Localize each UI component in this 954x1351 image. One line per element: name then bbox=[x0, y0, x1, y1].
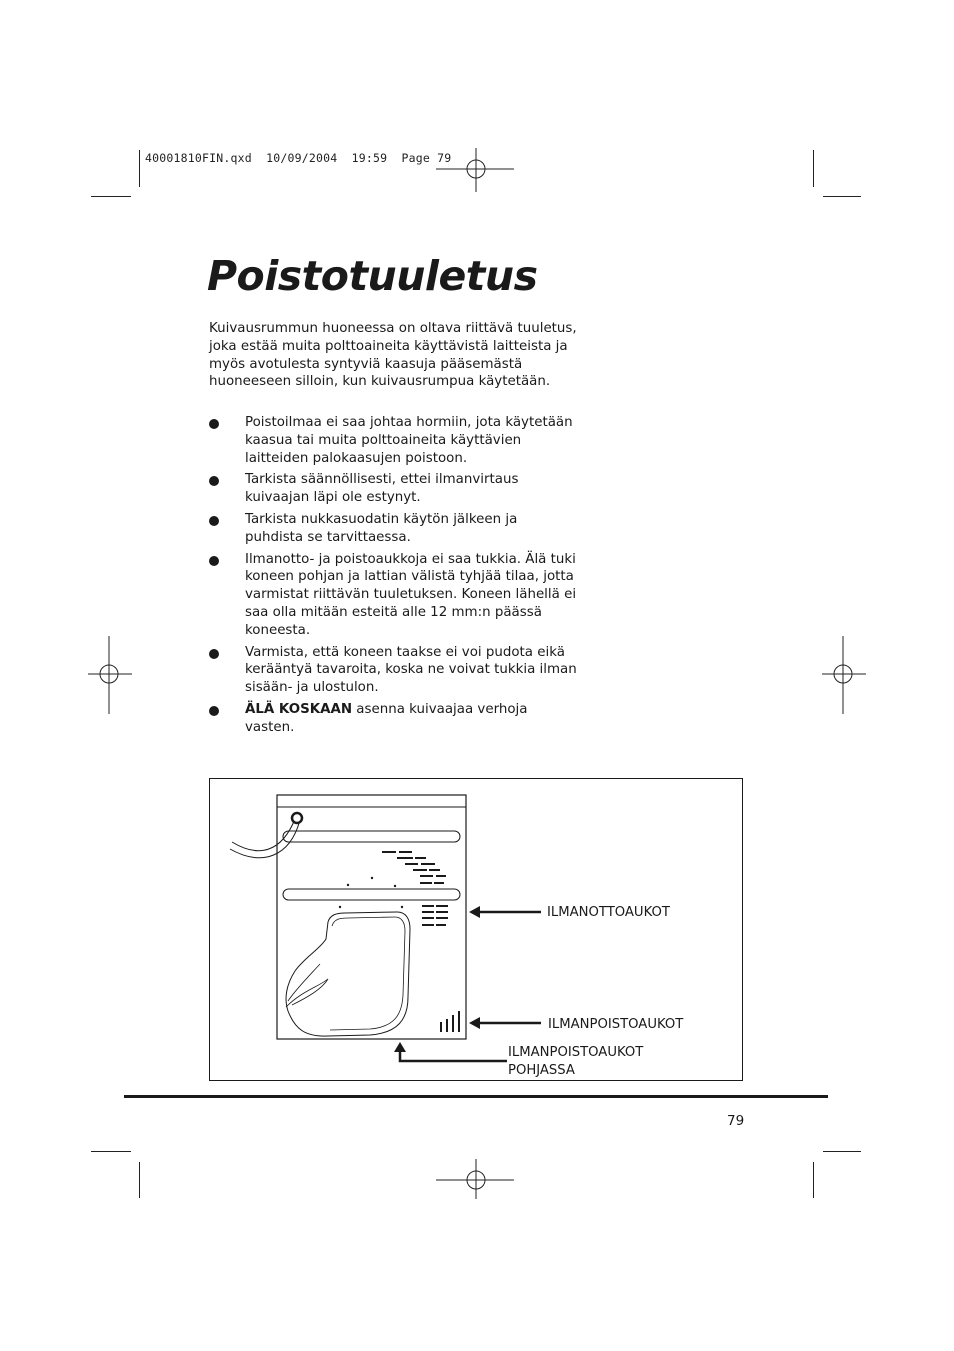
list-item-text: Varmista, että koneen taakse ei voi pudota eikä kerääntyä tavaroita, koska ne voivat tukkia ilman sisään- ja ulostulon. bbox=[245, 644, 577, 696]
crop-mark bbox=[91, 196, 131, 197]
bullet-icon bbox=[209, 516, 219, 526]
bullet-icon bbox=[209, 476, 219, 486]
list-item bbox=[209, 471, 579, 507]
page-number: 79 bbox=[727, 1113, 745, 1129]
crop-mark bbox=[91, 1151, 131, 1152]
bullet-icon bbox=[209, 419, 219, 429]
dryer-ventilation-figure bbox=[209, 778, 743, 1081]
intro-paragraph: Kuivausrummun huoneessa on oltava riittävä tuuletus, joka estää muita polttoaineita käyttävistä laitteista ja myös avotulesta syntyviä kaasuja pääsemästä huoneeseen silloin, kun kuivausrumpua käytetään. bbox=[209, 321, 577, 390]
intake-vents-label: ILMANOTTOAUKOT bbox=[547, 905, 670, 920]
crop-mark bbox=[139, 150, 140, 187]
dryer-side-view-illustration bbox=[210, 779, 744, 1082]
print-slug: 40001810FIN.qxd 10/09/2004 19:59 Page 79 bbox=[145, 151, 452, 165]
bottom-exhaust-label bbox=[508, 1044, 643, 1079]
list-item-text: asenna kuivaajaa verhoja vasten. bbox=[245, 701, 528, 735]
bottom-exhaust-label-line2: POHJASSA bbox=[508, 1062, 575, 1078]
bullet-icon bbox=[209, 706, 219, 716]
list-item bbox=[209, 701, 579, 737]
page-title: Poistotuuletus bbox=[207, 252, 538, 300]
footer-rule bbox=[124, 1095, 828, 1098]
list-item-text: Tarkista nukkasuodatin käytön jälkeen ja puhdista se tarvittaessa. bbox=[245, 511, 518, 545]
list-item bbox=[209, 511, 579, 547]
crop-mark bbox=[139, 1162, 140, 1198]
bullet-list bbox=[209, 414, 579, 741]
exhaust-vents-label: ILMANPOISTOAUKOT bbox=[548, 1017, 684, 1032]
crop-mark bbox=[823, 1151, 861, 1152]
crop-mark bbox=[813, 150, 814, 187]
bottom-exhaust-label-line1: ILMANPOISTOAUKOT bbox=[508, 1045, 644, 1060]
bullet-icon bbox=[209, 556, 219, 566]
crop-mark bbox=[823, 196, 861, 197]
list-item bbox=[209, 414, 579, 467]
list-item-text: Tarkista säännöllisesti, ettei ilmanvirtaus kuivaajan läpi ole estynyt. bbox=[245, 472, 519, 506]
crop-mark bbox=[813, 1162, 814, 1198]
list-item-text: Ilmanotto- ja poistoaukkoja ei saa tukkia. Älä tuki koneen pohjan ja lattian välistä tyhjää tilaa, jotta varmistat riittävän tuuletuksen. Koneen lähellä ei saa olla mitään esteitä alle 12 mm:n päässä koneesta. bbox=[245, 551, 577, 638]
registration-mark-icon bbox=[822, 636, 866, 714]
list-item-text: Poistoilmaa ei saa johtaa hormiin, jota käytetään kaasua tai muita polttoaineita käyttävien laitteiden palokaasujen poistoon. bbox=[245, 415, 573, 466]
warning-emphasis: ÄLÄ KOSKAAN bbox=[245, 701, 353, 717]
registration-mark-icon bbox=[88, 636, 132, 714]
bullet-icon bbox=[209, 649, 219, 659]
list-item bbox=[209, 644, 579, 697]
registration-mark-icon bbox=[436, 1159, 516, 1203]
list-item bbox=[209, 551, 579, 640]
